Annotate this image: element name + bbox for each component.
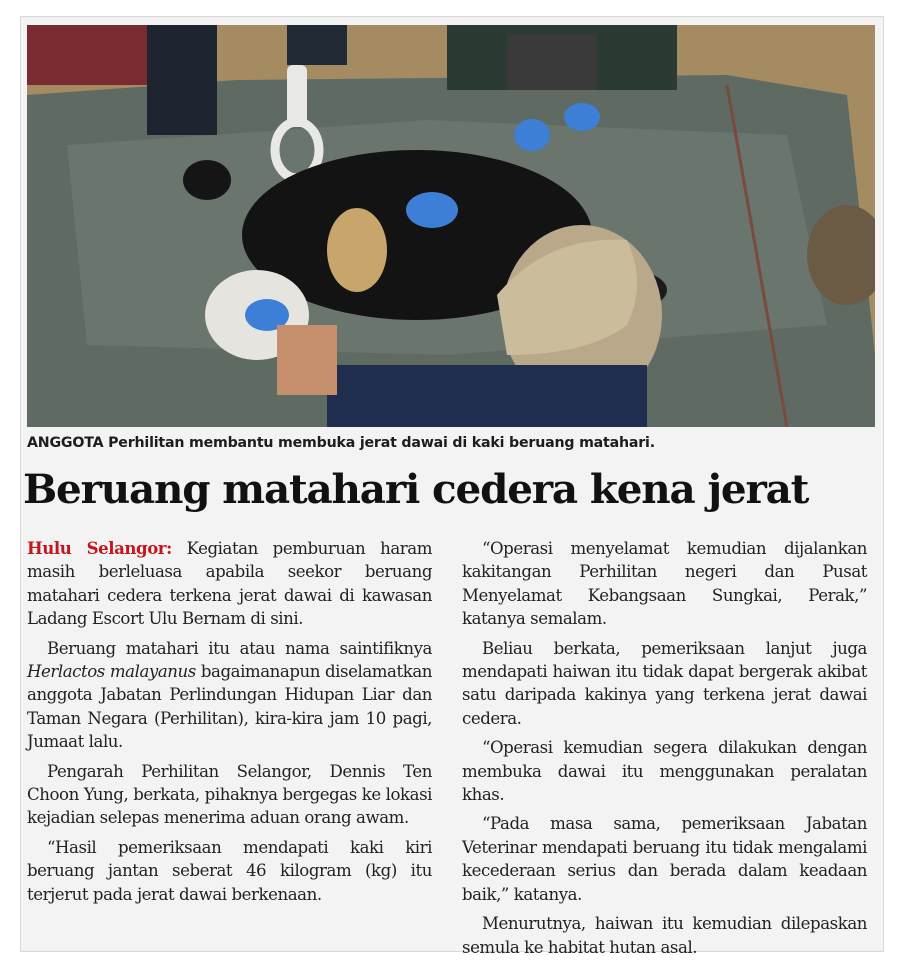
paragraph-text: Kegiatan pemburuan haram masih berleluasa apabila seekor beruang matahari cedera terkena jerat dawai di kawasan Ladang Escort Ulu Bernam di sini. bbox=[27, 539, 432, 629]
paragraph-text: bagaimanapun diselamatkan anggota Jabatan Perlindungan Hidupan Liar dan Taman Negara (Perhilitan), kira-kira jam 10 pagi, Jumaat lalu. bbox=[27, 662, 432, 752]
photo-bear-rescue-icon bbox=[27, 25, 875, 427]
paragraph bbox=[27, 637, 432, 754]
paragraph: “Operasi kemudian segera dilakukan dengan membuka dawai itu menggunakan peralatan khas. bbox=[462, 738, 867, 805]
news-clipping bbox=[20, 16, 884, 957]
article-column-left bbox=[27, 537, 432, 912]
scientific-name: Herlactos malayanus bbox=[27, 662, 196, 682]
paragraph-text: Beruang matahari itu atau nama saintifiknya bbox=[47, 638, 432, 658]
paragraph: “Pada masa sama, pemeriksaan Jabatan Veterinar mendapati beruang itu tidak mengalami kecederaan serius dan berada dalam keadaan baik,” katanya. bbox=[462, 814, 867, 904]
dateline: Hulu Selangor: bbox=[27, 538, 172, 558]
paragraph bbox=[27, 537, 432, 631]
photo-caption: ANGGOTA Perhilitan membantu membuka jerat dawai di kaki beruang matahari. bbox=[27, 435, 655, 451]
paragraph: Pengarah Perhilitan Selangor, Dennis Ten Choon Yung, berkata, pihaknya bergegas ke lokasi kejadian selepas menerima aduan orang awam. bbox=[27, 761, 432, 828]
paragraph: “Hasil pemeriksaan mendapati kaki kiri beruang jantan seberat 46 kilogram (kg) itu terjerut pada jerat dawai berkenaan. bbox=[27, 837, 432, 904]
paragraph: “Operasi menyelamat kemudian dijalankan kakitangan Perhilitan negeri dan Pusat Menyelamat Kebangsaan Sungkai, Perak,” katanya semalam. bbox=[462, 539, 867, 629]
paragraph: Beliau berkata, pemeriksaan lanjut juga mendapati haiwan itu tidak dapat bergerak akibat satu daripada kakinya yang terkena jerat dawai cedera. bbox=[462, 638, 867, 728]
article-column-right bbox=[462, 537, 867, 965]
headline: Beruang matahari cedera kena jerat bbox=[23, 465, 809, 513]
news-photo bbox=[27, 25, 875, 427]
paragraph: Menurutnya, haiwan itu kemudian dilepaskan semula ke habitat hutan asal. bbox=[462, 914, 867, 957]
